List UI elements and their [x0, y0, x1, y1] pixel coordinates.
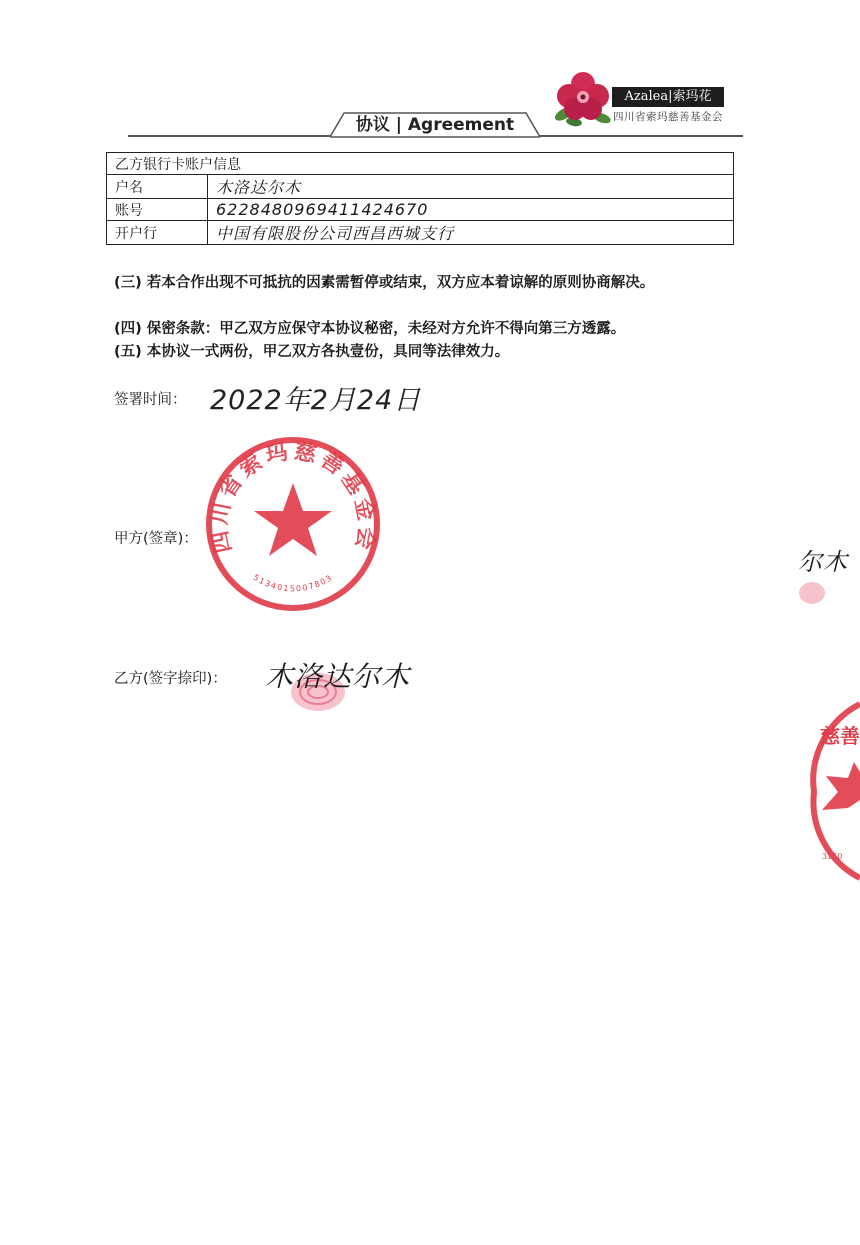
azalea-flower-logo-icon: [552, 66, 614, 128]
bank-branch-label: 开户行: [107, 221, 208, 245]
account-name-value: 木洛达尔木: [216, 178, 302, 197]
logo-wordmark: Azalea|索玛花: [612, 87, 724, 107]
account-name-label: 户名: [107, 175, 208, 199]
account-number-value: 6228480969411424670: [216, 200, 429, 219]
clause-3: (三) 若本合作出现不可抵抗的因素需暂停或结束，双方应本着谅解的原则协商解决。: [114, 275, 655, 291]
seal-text: 四川省索玛慈善基金会: [206, 438, 380, 556]
party-b-signature: 木洛达尔木: [265, 660, 411, 693]
official-seal-stamp: [204, 435, 382, 613]
table-row: [107, 175, 734, 199]
seal-number: 5134015007803: [251, 572, 335, 594]
edge-seal-text: 慈善: [820, 724, 860, 748]
edge-fragment-signature: [796, 540, 860, 610]
bank-account-table: [106, 152, 734, 245]
sign-date-value: 2022年2月24日: [210, 385, 422, 416]
header-tab: [330, 112, 540, 138]
edge-seal-number: 3150: [822, 852, 843, 861]
clause-5: (五) 本协议一式两份，甲乙双方各执壹份，具同等法律效力。: [114, 344, 510, 360]
clause-4: (四) 保密条款：甲乙双方应保守本协议秘密，未经对方允许不得向第三方透露。: [114, 321, 626, 337]
svg-text:5134015007803: [252, 573, 335, 594]
logo-subtitle: 四川省索玛慈善基金会: [613, 111, 723, 123]
edge-fingerprint-mark: [798, 580, 838, 606]
party-b-label: 乙方(签字捺印)：: [114, 671, 227, 687]
edge-fragment-signature-text: 尔木: [798, 548, 848, 576]
sign-date-label: 签署时间：: [114, 392, 187, 408]
account-number-label: 账号: [107, 199, 208, 221]
edge-fragment-seal: [808, 700, 860, 882]
table-row: [107, 221, 734, 245]
page-title: 协议 | Agreement: [355, 115, 515, 135]
bank-branch-value: 中国有限股份公司西昌西城支行: [216, 224, 455, 243]
party-a-label: 甲方(签章)：: [114, 531, 198, 547]
table-row: [107, 199, 734, 221]
bank-table-title: 乙方银行卡账户信息: [107, 153, 734, 175]
